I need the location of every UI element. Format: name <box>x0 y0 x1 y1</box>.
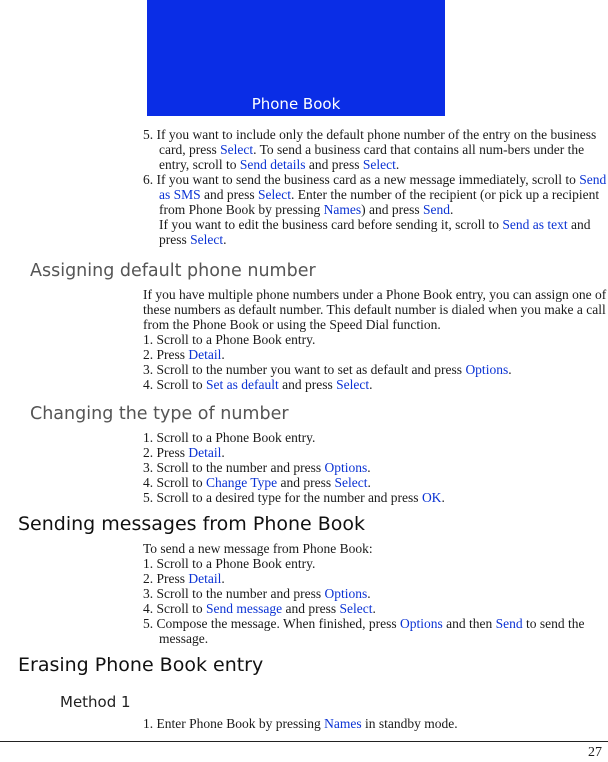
banner-title: Phone Book <box>251 95 341 113</box>
keyword: Send as SMS <box>159 172 607 202</box>
send-step-4: 4. Scroll to Send message and press Select. <box>143 601 376 616</box>
keyword: Select <box>220 142 254 157</box>
section-heading-assign-default: Assigning default phone number <box>30 261 316 281</box>
assign-step-4: 4. Scroll to Set as default and press Select. <box>143 377 373 392</box>
section-heading-sending-messages: Sending messages from Phone Book <box>18 513 366 535</box>
keyword: Send as text <box>502 217 568 232</box>
keyword: Send <box>422 202 450 217</box>
page-number: 27 <box>588 745 602 760</box>
assign-default-body <box>143 287 608 392</box>
keyword: Send <box>495 616 523 631</box>
assign-step-2: 2. Press Detail. <box>143 347 225 362</box>
assign-intro: If you have multiple phone numbers under a Phone Book entry, you can assign one of these numbers as default number. This default number is dialed when you make a call from the Phone Book or using the Speed Dial function. <box>143 287 607 332</box>
send-intro: To send a new message from Phone Book: <box>143 541 373 556</box>
keyword: Names <box>323 202 362 217</box>
keyword: Options <box>324 586 368 601</box>
erase-step-1: 1. Enter Phone Book by pressing Names in standby mode. <box>143 716 458 731</box>
change-step-1: 1. Scroll to a Phone Book entry. <box>143 430 316 445</box>
keyword: Options <box>465 362 509 377</box>
keyword: Detail <box>188 347 222 362</box>
keyword: Detail <box>188 445 222 460</box>
keyword: Detail <box>188 571 222 586</box>
keyword: Send message <box>206 601 283 616</box>
keyword: Select <box>190 232 224 247</box>
method-1-heading: Method 1 <box>60 693 131 711</box>
keyword: Select <box>336 377 370 392</box>
keyword: Options <box>399 616 443 631</box>
change-step-3: 3. Scroll to the number and press Options. <box>143 460 371 475</box>
change-step-2: 2. Press Detail. <box>143 445 225 460</box>
change-type-body <box>143 430 608 505</box>
assign-step-1: 1. Scroll to a Phone Book entry. <box>143 332 316 347</box>
keyword: Select <box>334 475 368 490</box>
step-5: 5. If you want to include only the default phone number of the entry on the business card, press Select. To send a business card that contains all num-bers under the entry, scroll to Send details and press Select. <box>143 127 597 172</box>
phone-book-banner <box>147 0 445 116</box>
send-step-5: 5. Compose the message. When finished, press Options and then Send to send the message. <box>143 616 585 646</box>
change-step-5: 5. Scroll to a desired type for the number and press OK. <box>143 490 445 505</box>
keyword: Set as default <box>206 377 279 392</box>
section-heading-change-type: Changing the type of number <box>30 404 289 424</box>
change-step-4: 4. Scroll to Change Type and press Select. <box>143 475 371 490</box>
keyword: Options <box>324 460 368 475</box>
keyword: Names <box>324 716 362 731</box>
keyword: Send details <box>239 157 306 172</box>
keyword: Select <box>339 601 373 616</box>
sending-messages-body <box>143 541 608 646</box>
keyword: Select <box>258 187 292 202</box>
assign-step-3: 3. Scroll to the number you want to set as default and press Options. <box>143 362 512 377</box>
send-step-2: 2. Press Detail. <box>143 571 225 586</box>
section-heading-erasing-entry: Erasing Phone Book entry <box>18 654 264 676</box>
business-card-steps <box>143 127 608 247</box>
footer-rule <box>0 741 608 742</box>
step-6-note: If you want to edit the business card before sending it, scroll to Send as text and press Select. <box>159 217 591 247</box>
step-6: 6. If you want to send the business card as a new message immediately, scroll to Send as SMS and press Select. Enter the number of the recipient (or pick up a recipient from Phone Book by pressing Names) and press Send. <box>143 172 607 217</box>
keyword: Select <box>362 157 396 172</box>
keyword: OK <box>421 490 442 505</box>
erasing-entry-body <box>143 716 608 731</box>
send-step-1: 1. Scroll to a Phone Book entry. <box>143 556 316 571</box>
keyword: Change Type <box>206 475 278 490</box>
send-step-3: 3. Scroll to the number and press Options. <box>143 586 371 601</box>
